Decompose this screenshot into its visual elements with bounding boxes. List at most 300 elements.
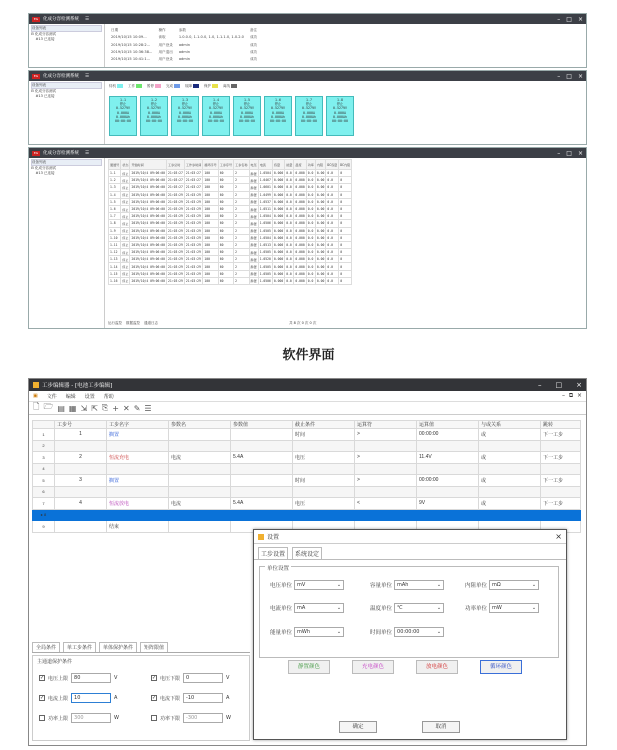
step-cell[interactable] <box>479 440 541 452</box>
table-cell: 0.0 <box>285 220 294 227</box>
step-cell[interactable]: 恒流放电 <box>107 498 169 510</box>
tab-run-monitor[interactable]: 运行监控 <box>108 321 122 325</box>
step-cell[interactable] <box>541 509 581 521</box>
step-cell[interactable]: 电压 <box>293 498 355 510</box>
new-icon[interactable]: 🗋 <box>33 402 40 411</box>
table-cell: 0 <box>339 220 352 227</box>
step-cell[interactable] <box>293 463 355 475</box>
step-cell[interactable] <box>231 475 293 487</box>
field-input[interactable]: -10 <box>183 693 223 703</box>
menu-icon[interactable]: ☰ <box>85 73 90 79</box>
col-header[interactable]: 功率 <box>306 160 315 170</box>
table-cell: 0.0 <box>306 184 315 191</box>
chevron-down-icon: ⌄ <box>436 582 442 588</box>
col-header[interactable]: 工步名称 <box>234 160 249 170</box>
close-icon[interactable]: × <box>577 15 583 23</box>
field-input[interactable]: 80 <box>71 673 111 683</box>
channel-card[interactable] <box>171 96 199 136</box>
checkbox[interactable]: ✓ <box>152 675 157 681</box>
table-row[interactable] <box>109 227 352 234</box>
table-cell: 0.0 <box>285 241 294 248</box>
table-cell: 21:03:29 <box>184 220 202 227</box>
step-cell[interactable] <box>107 463 169 475</box>
table-cell: 0.0 <box>326 170 339 177</box>
color-button[interactable]: 放电颜色 <box>416 660 458 674</box>
step-cell[interactable]: 4 <box>55 498 107 510</box>
menu-file[interactable]: 文件 <box>46 393 57 400</box>
app-menu-icon[interactable]: ▣ <box>33 393 38 399</box>
field-label: 电流上限 <box>48 695 69 702</box>
table-cell: 21:03:29 <box>184 205 202 212</box>
card-line: 停止 <box>274 102 282 107</box>
unit-select[interactable] <box>394 580 444 590</box>
step-cell[interactable] <box>541 486 581 498</box>
step-row[interactable] <box>33 463 581 475</box>
step-cell[interactable] <box>169 475 231 487</box>
step-row[interactable] <box>33 429 581 441</box>
table-cell: 1-10 <box>109 234 121 241</box>
step-cell[interactable] <box>293 486 355 498</box>
table-cell: 60 <box>218 256 233 263</box>
protection-field <box>151 673 229 683</box>
step-cell[interactable]: 00:00:00 <box>417 429 479 441</box>
mdi-controls[interactable]: – ⧉ × <box>562 392 582 399</box>
step-cell[interactable]: 下一工步 <box>541 498 581 510</box>
card-line: 00:00:00 <box>177 119 193 124</box>
unit-label: 内阻单位 <box>465 583 488 589</box>
step-cell[interactable] <box>55 509 107 521</box>
step-row[interactable] <box>33 452 581 464</box>
table-cell: 1.0537 <box>259 199 271 204</box>
tree-item[interactable]: #13 已连接 <box>31 37 55 41</box>
minimize-icon[interactable]: – <box>557 72 561 80</box>
col-header[interactable]: 容量 <box>272 160 284 170</box>
table-row[interactable] <box>109 177 352 184</box>
step-cell[interactable] <box>169 521 231 533</box>
table-cell: 0.0 <box>326 234 339 241</box>
card-line: 00:00:00 <box>301 119 317 124</box>
step-cell[interactable] <box>169 440 231 452</box>
table-cell: 21:03:29 <box>168 192 183 197</box>
window-title: 化成分容检测系统 <box>43 74 79 79</box>
table-cell: 0.000 <box>273 264 284 269</box>
unit-select[interactable] <box>294 580 344 590</box>
tab-channel-log[interactable]: 通道日志 <box>144 321 158 325</box>
step-cell[interactable] <box>355 463 417 475</box>
step-cell[interactable]: 下一工步 <box>541 429 581 441</box>
table-cell: 停止 <box>121 205 130 212</box>
step-cell[interactable] <box>541 463 581 475</box>
channel-card[interactable] <box>109 96 137 136</box>
edit-icon[interactable]: ✎ <box>133 403 141 413</box>
color-button[interactable]: 静置颜色 <box>288 660 330 674</box>
table-cell: 停止 <box>121 270 130 277</box>
legend-label: 故障 <box>185 84 192 88</box>
table-cell: 0.000 <box>295 192 305 197</box>
minimize-icon[interactable]: – <box>557 149 561 157</box>
menu-icon[interactable]: ☰ <box>85 150 90 156</box>
tree-item[interactable]: #13 已连接 <box>31 94 55 98</box>
step-cell[interactable] <box>479 486 541 498</box>
step-row[interactable] <box>33 440 581 452</box>
channel-card[interactable] <box>264 96 292 136</box>
table-row[interactable] <box>109 256 352 263</box>
col-header[interactable]: 电压 <box>249 160 258 170</box>
minimize-icon[interactable]: – <box>538 381 542 389</box>
log-cell: admin <box>178 42 191 47</box>
save-icon[interactable]: ▤ <box>57 403 65 413</box>
table-cell: 0.0 <box>285 234 294 241</box>
minimize-icon[interactable]: – <box>557 15 561 23</box>
step-cell[interactable]: 3 <box>55 475 107 487</box>
menu-icon[interactable]: ☰ <box>85 16 90 22</box>
step-cell[interactable]: 11.4V <box>417 452 479 464</box>
table-cell: 2 <box>234 184 249 191</box>
chevron-down-icon: ⌄ <box>336 605 342 611</box>
unit-select[interactable] <box>394 627 444 637</box>
table-cell: 21:03:29 <box>184 241 202 248</box>
table-cell: 0.0 <box>326 205 339 212</box>
table-cell: 0 <box>339 205 352 212</box>
unit-select[interactable] <box>489 603 539 613</box>
step-cell[interactable] <box>107 440 169 452</box>
step-cell[interactable]: 1 <box>55 429 107 441</box>
col-header[interactable]: 工作步时间 <box>184 160 202 170</box>
step-cell[interactable] <box>479 463 541 475</box>
menu-edit[interactable]: 编辑 <box>65 393 76 400</box>
table-cell: 0 <box>339 213 352 220</box>
step-cell[interactable] <box>107 509 169 521</box>
table-cell: 0.000 <box>295 185 305 190</box>
app-logo: EG <box>33 150 39 155</box>
table-cell: 60 <box>218 170 233 177</box>
step-cell[interactable]: 下一工步 <box>541 452 581 464</box>
table-cell: 0.000 <box>273 178 284 183</box>
step-cell[interactable] <box>417 440 479 452</box>
table-row[interactable] <box>109 270 352 277</box>
step-cell[interactable] <box>417 486 479 498</box>
step-cell[interactable] <box>169 463 231 475</box>
table-row[interactable] <box>109 191 352 198</box>
table-row[interactable] <box>109 241 352 248</box>
table-cell: 21:03:27 <box>184 184 202 191</box>
delete-icon[interactable]: ✕ <box>123 403 130 413</box>
table-cell: 0.000 <box>273 271 284 276</box>
table-cell: 0.0 <box>306 249 315 256</box>
table-cell: 21:03:29 <box>184 227 202 234</box>
close-icon[interactable]: × <box>577 72 583 80</box>
sidebar-header: 设备列表 <box>31 25 102 32</box>
col-header[interactable]: 开始时间 <box>130 160 167 170</box>
table-cell: 0.0 <box>306 234 315 241</box>
table-cell: 1-9 <box>109 227 121 234</box>
tree-item[interactable]: ⊟ 化成分容测试 <box>31 32 57 36</box>
table-cell: 21:03:29 <box>168 207 183 212</box>
col-header: 参数名 <box>169 421 231 429</box>
close-icon[interactable]: × <box>576 381 582 389</box>
maximize-icon[interactable]: □ <box>566 149 572 157</box>
color-button[interactable]: 循环颜色 <box>480 660 522 674</box>
step-cell[interactable]: 电流 <box>169 498 231 510</box>
legend-label: 工作 <box>128 84 135 88</box>
step-cell[interactable] <box>169 509 231 521</box>
log-cell: admin <box>178 49 191 54</box>
step-row[interactable] <box>33 486 581 498</box>
chevron-down-icon: ⌄ <box>336 582 342 588</box>
close-icon[interactable]: × <box>577 149 583 157</box>
tab-matrix-limits[interactable]: 矩阵限值 <box>140 642 168 652</box>
legend-item <box>166 84 180 89</box>
table-cell: 21:03:29 <box>168 250 183 255</box>
channel-card[interactable] <box>326 96 354 136</box>
step-cell[interactable]: 下一工步 <box>541 475 581 487</box>
checkbox[interactable]: ✓ <box>152 695 157 701</box>
step-cell[interactable] <box>169 486 231 498</box>
table-row[interactable] <box>109 205 352 212</box>
step-row[interactable] <box>33 498 581 510</box>
log-table <box>109 26 263 64</box>
step-cell[interactable] <box>55 440 107 452</box>
tab-data-monitor[interactable]: 数据监控 <box>126 321 140 325</box>
col-header[interactable]: DC容量 <box>326 160 339 170</box>
table-row[interactable] <box>109 213 352 220</box>
maximize-icon[interactable]: □ <box>555 381 563 389</box>
export-icon[interactable]: ⇱ <box>91 403 98 413</box>
card-line: 00:00:00 <box>208 119 224 124</box>
unit-value: mV <box>297 582 306 588</box>
table-cell: 0.0 <box>326 184 339 191</box>
add-icon[interactable]: + <box>112 403 119 413</box>
col-header[interactable]: 温度 <box>294 160 306 170</box>
step-cell[interactable] <box>293 440 355 452</box>
table-cell: 0.0 <box>326 177 339 184</box>
unit-select[interactable] <box>489 580 539 590</box>
list-icon[interactable]: ☰ <box>144 403 152 413</box>
table-cell: 静置 <box>249 184 258 191</box>
title-bar <box>29 148 586 158</box>
field-input[interactable]: 0 <box>183 673 223 683</box>
table-cell: 21:03:27 <box>168 185 183 190</box>
table-cell: 2019/10/4 09:06:00 <box>131 178 165 183</box>
table-cell: 1-11 <box>109 241 121 248</box>
maximize-icon[interactable]: □ <box>566 15 572 23</box>
channel-card[interactable] <box>233 96 261 136</box>
unit-field <box>270 580 344 590</box>
table-cell: 2 <box>234 241 249 248</box>
step-cell[interactable]: 搁置 <box>107 475 169 487</box>
step-cell[interactable]: 5.4A <box>231 498 293 510</box>
checkbox[interactable] <box>151 715 157 721</box>
table-cell: 1.0504 <box>259 235 271 240</box>
step-cell[interactable]: < <box>355 498 417 510</box>
col-header[interactable]: 工步总时 <box>167 160 185 170</box>
step-cell[interactable]: 电压 <box>293 452 355 464</box>
step-cell[interactable]: > <box>355 475 417 487</box>
field-input[interactable]: 10 <box>71 693 111 703</box>
log-cell: 2019/10/15 10:09... <box>111 35 147 40</box>
step-cell[interactable]: 电流 <box>169 452 231 464</box>
monitor-window <box>28 70 587 145</box>
table-cell: 静置 <box>249 249 258 256</box>
table-row[interactable] <box>109 184 352 191</box>
table-cell: 0.0 <box>306 277 315 284</box>
legend-label: 离线 <box>223 84 230 88</box>
table-cell: 0.000 <box>295 207 305 212</box>
step-cell[interactable] <box>417 463 479 475</box>
col-header[interactable]: 内阻 <box>315 160 325 170</box>
step-cell[interactable] <box>479 509 541 521</box>
unit-select[interactable] <box>394 603 444 613</box>
table-row[interactable] <box>109 220 352 227</box>
step-cell[interactable] <box>55 463 107 475</box>
col-header[interactable]: 循环序号 <box>203 160 218 170</box>
row-number: ▸ 8 <box>33 509 55 521</box>
table-row[interactable] <box>109 234 352 241</box>
step-cell[interactable]: 或 <box>479 498 541 510</box>
checkbox[interactable]: ✓ <box>40 675 45 681</box>
tab-cell-protection[interactable]: 单体保护条件 <box>99 642 137 652</box>
step-cell[interactable]: 搁置 <box>107 429 169 441</box>
field-input[interactable]: 300 <box>71 713 111 723</box>
channel-card[interactable] <box>140 96 168 136</box>
table-row[interactable] <box>109 263 352 270</box>
menu-settings[interactable]: 设置 <box>84 393 95 400</box>
step-cell[interactable]: > <box>355 429 417 441</box>
close-icon[interactable]: × <box>555 532 562 541</box>
step-cell[interactable]: 恒流充电 <box>107 452 169 464</box>
table-row[interactable] <box>109 277 352 284</box>
col-header[interactable]: 工步序号 <box>218 160 233 170</box>
step-cell[interactable] <box>55 521 107 533</box>
step-cell[interactable]: 5.4A <box>231 452 293 464</box>
col-header[interactable]: 能量 <box>285 160 294 170</box>
card-line: 0.5279V <box>116 106 130 111</box>
step-cell[interactable]: 结束 <box>107 521 169 533</box>
table-cell: 1.0499 <box>259 192 271 197</box>
step-cell[interactable]: 或 <box>479 452 541 464</box>
step-cell[interactable]: 2 <box>55 452 107 464</box>
tab-single-step-conditions[interactable]: 单工步条件 <box>63 642 96 652</box>
step-cell[interactable]: 00:00:00 <box>417 475 479 487</box>
copy-icon[interactable]: ⎘ <box>101 403 109 412</box>
table-cell: 停止 <box>121 227 130 234</box>
step-cell[interactable] <box>231 486 293 498</box>
table-cell: 2019/10/4 09:06:00 <box>131 278 165 283</box>
table-cell: 21:03:27 <box>168 171 183 176</box>
table-cell: 1-2 <box>109 177 121 184</box>
step-cell[interactable]: 时间 <box>293 429 355 441</box>
table-cell: 0 <box>339 198 352 205</box>
table-cell: 停止 <box>121 213 130 220</box>
table-cell: 21:03:29 <box>184 213 202 220</box>
field-input[interactable]: -300 <box>183 713 223 723</box>
step-cell[interactable]: 或 <box>479 475 541 487</box>
table-cell: 静置 <box>249 263 258 270</box>
step-cell[interactable] <box>355 440 417 452</box>
table-cell: 0.0 <box>285 170 294 177</box>
tree-item[interactable]: #13 已连接 <box>31 171 55 175</box>
log-cell: 用户退出 <box>158 49 173 54</box>
step-cell[interactable] <box>293 509 355 521</box>
step-cell[interactable]: > <box>355 452 417 464</box>
table-cell: 0.0 <box>306 227 315 234</box>
unit-field <box>370 603 444 613</box>
unit-select[interactable] <box>294 603 344 613</box>
save-as-icon[interactable]: ▦ <box>68 403 77 413</box>
table-row[interactable] <box>109 198 352 205</box>
open-icon[interactable]: 🗁 <box>43 402 54 411</box>
channel-card[interactable] <box>202 96 230 136</box>
step-cell[interactable] <box>231 440 293 452</box>
tab-system-settings[interactable]: 系统设定 <box>292 547 322 559</box>
unit-select[interactable] <box>294 627 344 637</box>
cancel-button[interactable]: 取消 <box>422 721 460 733</box>
step-cell[interactable] <box>55 486 107 498</box>
step-cell[interactable]: 时间 <box>293 475 355 487</box>
step-cell[interactable] <box>231 509 293 521</box>
table-cell: 1.0467 <box>259 178 271 183</box>
step-cell[interactable] <box>231 429 293 441</box>
table-cell: 1-13 <box>109 256 121 263</box>
step-cell[interactable] <box>169 429 231 441</box>
col-header: 工步号 <box>55 421 107 429</box>
step-cell[interactable] <box>541 440 581 452</box>
checkbox[interactable] <box>39 715 45 721</box>
step-row[interactable] <box>33 475 581 487</box>
menu-help[interactable]: 帮助 <box>103 393 114 400</box>
table-cell: 60 <box>218 234 233 241</box>
card-line: 1-6 <box>275 98 281 102</box>
tab-global-conditions[interactable]: 全局条件 <box>32 642 60 652</box>
tree-item[interactable]: ⊟ 化成分容测试 <box>31 89 57 93</box>
channel-card[interactable] <box>295 96 323 136</box>
col-header[interactable]: 通道号 <box>109 160 121 170</box>
step-cell[interactable] <box>355 509 417 521</box>
step-cell[interactable] <box>355 486 417 498</box>
table-cell: 0 <box>339 263 352 270</box>
table-cell: 0.00 <box>316 185 325 190</box>
step-row[interactable] <box>33 509 581 521</box>
table-cell: 1-1 <box>109 170 121 177</box>
field-unit: W <box>226 715 231 721</box>
col-header[interactable]: 状态 <box>121 160 130 170</box>
step-table <box>32 420 581 533</box>
col-header: 截止条件 <box>293 421 355 429</box>
step-cell[interactable] <box>231 463 293 475</box>
table-row[interactable] <box>109 249 352 256</box>
step-cell[interactable] <box>107 486 169 498</box>
step-cell[interactable] <box>417 509 479 521</box>
legend-swatch <box>155 84 161 88</box>
table-row[interactable] <box>109 170 352 177</box>
table-cell: 0.000 <box>273 207 284 212</box>
col-header[interactable]: DC内阻 <box>339 160 352 170</box>
tree-item[interactable]: ⊟ 化成分容测试 <box>31 166 57 170</box>
color-button[interactable]: 充电颜色 <box>352 660 394 674</box>
step-cell[interactable]: 9V <box>417 498 479 510</box>
table-cell: 60 <box>218 263 233 270</box>
col-header[interactable]: 电流 <box>258 160 272 170</box>
tab-step-settings[interactable]: 工步设置 <box>258 547 288 559</box>
table-cell: 2019/10/4 09:06:00 <box>131 250 165 255</box>
card-line: 0.5279V <box>302 106 316 111</box>
maximize-icon[interactable]: □ <box>566 72 572 80</box>
checkbox[interactable]: ✓ <box>40 695 45 701</box>
import-icon[interactable]: ⇲ <box>80 403 88 413</box>
table-cell: 0.00 <box>316 264 325 269</box>
step-cell[interactable]: 或 <box>479 429 541 441</box>
ok-button[interactable]: 确定 <box>339 721 377 733</box>
